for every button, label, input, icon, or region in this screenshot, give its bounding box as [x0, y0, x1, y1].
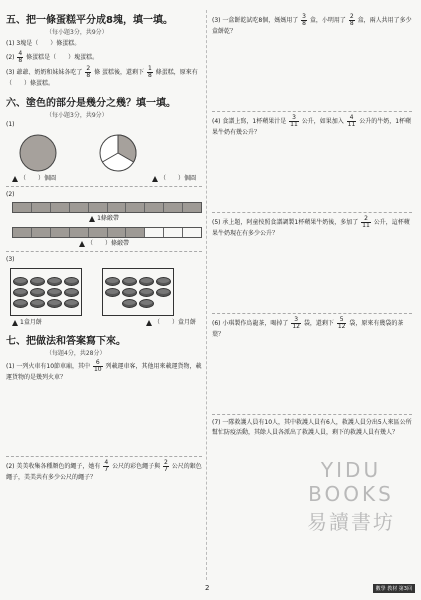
- q3-c: 盒，兩人共用了多少盒餅乾？: [212, 17, 412, 35]
- section7-title: 七、把做法和答案寫下來。: [6, 336, 126, 347]
- left-circle-label: （ ）個圓: [20, 175, 57, 182]
- triangle-icon: [12, 320, 18, 326]
- denominator: 11: [347, 121, 356, 128]
- ribbon-full: [12, 202, 202, 213]
- label-right: [146, 319, 196, 327]
- numerator: 3: [302, 13, 306, 20]
- separator: [212, 313, 412, 314]
- fraction: [85, 66, 91, 79]
- denominator: 7: [164, 466, 168, 473]
- full-circle-shape: [18, 133, 58, 173]
- circle-shapes: [18, 133, 202, 173]
- fraction: [361, 216, 371, 229]
- page-number: 2: [205, 584, 210, 592]
- section7-sub: （每題4分，共28分）: [46, 350, 106, 357]
- q2-prefix: (2): [6, 54, 15, 61]
- right-q6: [212, 317, 412, 411]
- fraction: [103, 460, 109, 473]
- circle-labels: [12, 175, 196, 183]
- q5-a: (5) 承上題，阿童按照食譜調製1杯蘋果牛奶後，多加了: [212, 219, 359, 226]
- numerator: 1: [147, 65, 152, 72]
- section6-q3-label: (3): [6, 256, 15, 263]
- mooncake-labels: [12, 319, 196, 327]
- numerator: 4: [347, 115, 357, 122]
- mooncake-right-label: （ ）盒月餅: [153, 319, 196, 326]
- denominator: 8: [18, 57, 23, 64]
- triangle-icon: [12, 176, 18, 182]
- denominator: 12: [337, 323, 346, 330]
- numerator: 4: [104, 459, 109, 466]
- q3-text-b: 條: [94, 69, 101, 76]
- denominator: 8: [147, 72, 152, 79]
- q4-c: 公升的牛奶，1杯蘋果牛奶有幾公升？: [212, 118, 412, 136]
- fraction: [289, 115, 299, 128]
- q3-text: [212, 14, 412, 37]
- publisher-watermark: [301, 458, 401, 535]
- section5-sub: （每小題3分，共9分）: [46, 29, 108, 36]
- mooncake-boxes: [10, 268, 202, 316]
- denominator: 10: [93, 366, 102, 373]
- separator: [6, 251, 202, 252]
- q6-c: 袋，原來有幾袋的茶葉？: [212, 320, 404, 338]
- section7-q2: [6, 460, 202, 483]
- partial-circle-shape: [98, 133, 138, 173]
- ribbon-full-text: 1條緞帶: [97, 215, 119, 222]
- q6-a: (6) 小琪製作烏龍茶，喝掉了: [212, 320, 289, 327]
- fraction: [147, 66, 153, 79]
- denominator: 12: [292, 323, 300, 330]
- label-left: [12, 175, 56, 183]
- numerator: 2: [86, 65, 91, 72]
- numerator: 2: [164, 459, 168, 466]
- triangle-icon: [89, 216, 95, 222]
- fraction: [93, 360, 103, 373]
- q6-b: 袋，還剩下: [303, 320, 334, 327]
- right-q7: [212, 418, 412, 438]
- separator: [6, 186, 202, 187]
- watermark-line1: YIDU: [320, 458, 382, 482]
- numerator: 2: [349, 13, 354, 20]
- section7-q1: [6, 360, 202, 383]
- section6-sub: （每小題3分，共9分）: [46, 112, 108, 119]
- numerator: 6: [93, 360, 103, 367]
- triangle-icon: [146, 320, 152, 326]
- fraction: [291, 317, 301, 330]
- q4-b: 公升，如果加入: [301, 118, 344, 125]
- triangle-icon: [152, 176, 158, 182]
- right-q4: [212, 115, 412, 209]
- q3-text-a: (3) 爺爺、奶奶和妹妹各吃了: [6, 69, 83, 76]
- ribbon-partial-label: [6, 240, 202, 248]
- ribbon-full-label: [6, 215, 202, 223]
- q3-text-c: 蛋糕後，還剩下: [102, 69, 145, 76]
- mooncake-box-full: [10, 268, 82, 316]
- section6-title: 六、塗色的部分是幾分之幾？填一填。: [6, 98, 176, 109]
- denominator: 11: [290, 121, 298, 128]
- footer-badge: 數學 教材 第3回: [373, 584, 415, 593]
- q4-a: (4) 食譜上寫，1杯蘋果汁是: [212, 118, 287, 125]
- q6-text: [212, 317, 412, 340]
- q1-text-b: 列載運車客，其他用來載運貨物，載運貨物的是幾列火車？: [6, 363, 202, 381]
- section5-q2: [6, 51, 202, 64]
- right-q5: [212, 216, 412, 310]
- section6-q2-label: (2): [6, 191, 15, 198]
- fraction: [349, 14, 355, 27]
- q2-text-a: (2) 美美收集各種顏色的繩子，她有: [6, 463, 101, 470]
- q2-text: 條蛋糕是（ ）塊蛋糕。: [26, 54, 99, 61]
- q1-text-a: (1) 一列火車有10節車廂，其中: [6, 363, 91, 370]
- separator: [212, 212, 412, 213]
- numerator: 3: [291, 317, 301, 324]
- numerator: 5: [337, 317, 347, 324]
- right-circle-label: （ ）個圓: [159, 175, 196, 182]
- ribbon-partial: [12, 227, 202, 238]
- q5-text: [212, 216, 412, 239]
- label-right: [152, 175, 196, 183]
- section5-title: 五、把一條蛋糕平分成8塊，填一填。: [6, 15, 173, 26]
- section5-q1: (1) 3塊是（ ）條蛋糕。: [6, 40, 81, 47]
- mooncake-left-label: 1盒月餅: [20, 319, 42, 326]
- numerator: 4: [18, 50, 23, 57]
- q3-a: (3) 一盒餅乾試吃8個，媽媽用了: [212, 17, 299, 24]
- q2-text-b: 公尺的彩色繩子與: [112, 463, 161, 470]
- right-q3: [212, 14, 412, 108]
- denominator: 11: [362, 222, 370, 229]
- separator: [6, 456, 202, 457]
- fraction: [337, 317, 347, 330]
- denominator: 8: [302, 20, 306, 27]
- q2-text-c: 公尺的銀色繩子，美美共有多少公尺的繩子？: [6, 463, 202, 481]
- q3-b: 盒，小明用了: [309, 17, 346, 24]
- right-column: [212, 14, 412, 438]
- left-column: [6, 14, 202, 483]
- section5-q3: [6, 66, 202, 89]
- mooncake-box-partial: [102, 268, 174, 316]
- ribbon-partial-text: （ ）條緞帶: [86, 240, 129, 247]
- q4-text: [212, 115, 412, 138]
- fraction: [17, 51, 23, 64]
- denominator: 8: [349, 20, 354, 27]
- q3-text-d: 條蛋糕，原來有（ ）條蛋糕。: [6, 69, 198, 87]
- numerator: 3: [289, 115, 299, 122]
- denominator: 7: [104, 466, 109, 473]
- watermark-line3: 易讀書坊: [307, 510, 395, 534]
- q5-b: 公升，這杯蘋果牛奶現在有多少公升？: [212, 219, 410, 237]
- separator: [212, 414, 412, 415]
- fraction: [301, 14, 307, 27]
- watermark-line2: BOOKS: [308, 482, 394, 506]
- denominator: 8: [86, 72, 91, 79]
- q7-text: (7) 一隊救護人員有10人，其中救護人員有6人，救護人員分出5人來區公所幫忙防疫活動，其餘人員各派出了救護人員，剩下的救護人員有幾人？: [212, 419, 412, 436]
- numerator: 2: [361, 216, 371, 223]
- separator: [212, 111, 412, 112]
- column-divider: [206, 10, 207, 580]
- label-left: [12, 319, 42, 327]
- fraction: [347, 115, 357, 128]
- triangle-icon: [79, 241, 85, 247]
- fraction: [163, 460, 169, 473]
- section6-q1-label: (1): [6, 121, 15, 128]
